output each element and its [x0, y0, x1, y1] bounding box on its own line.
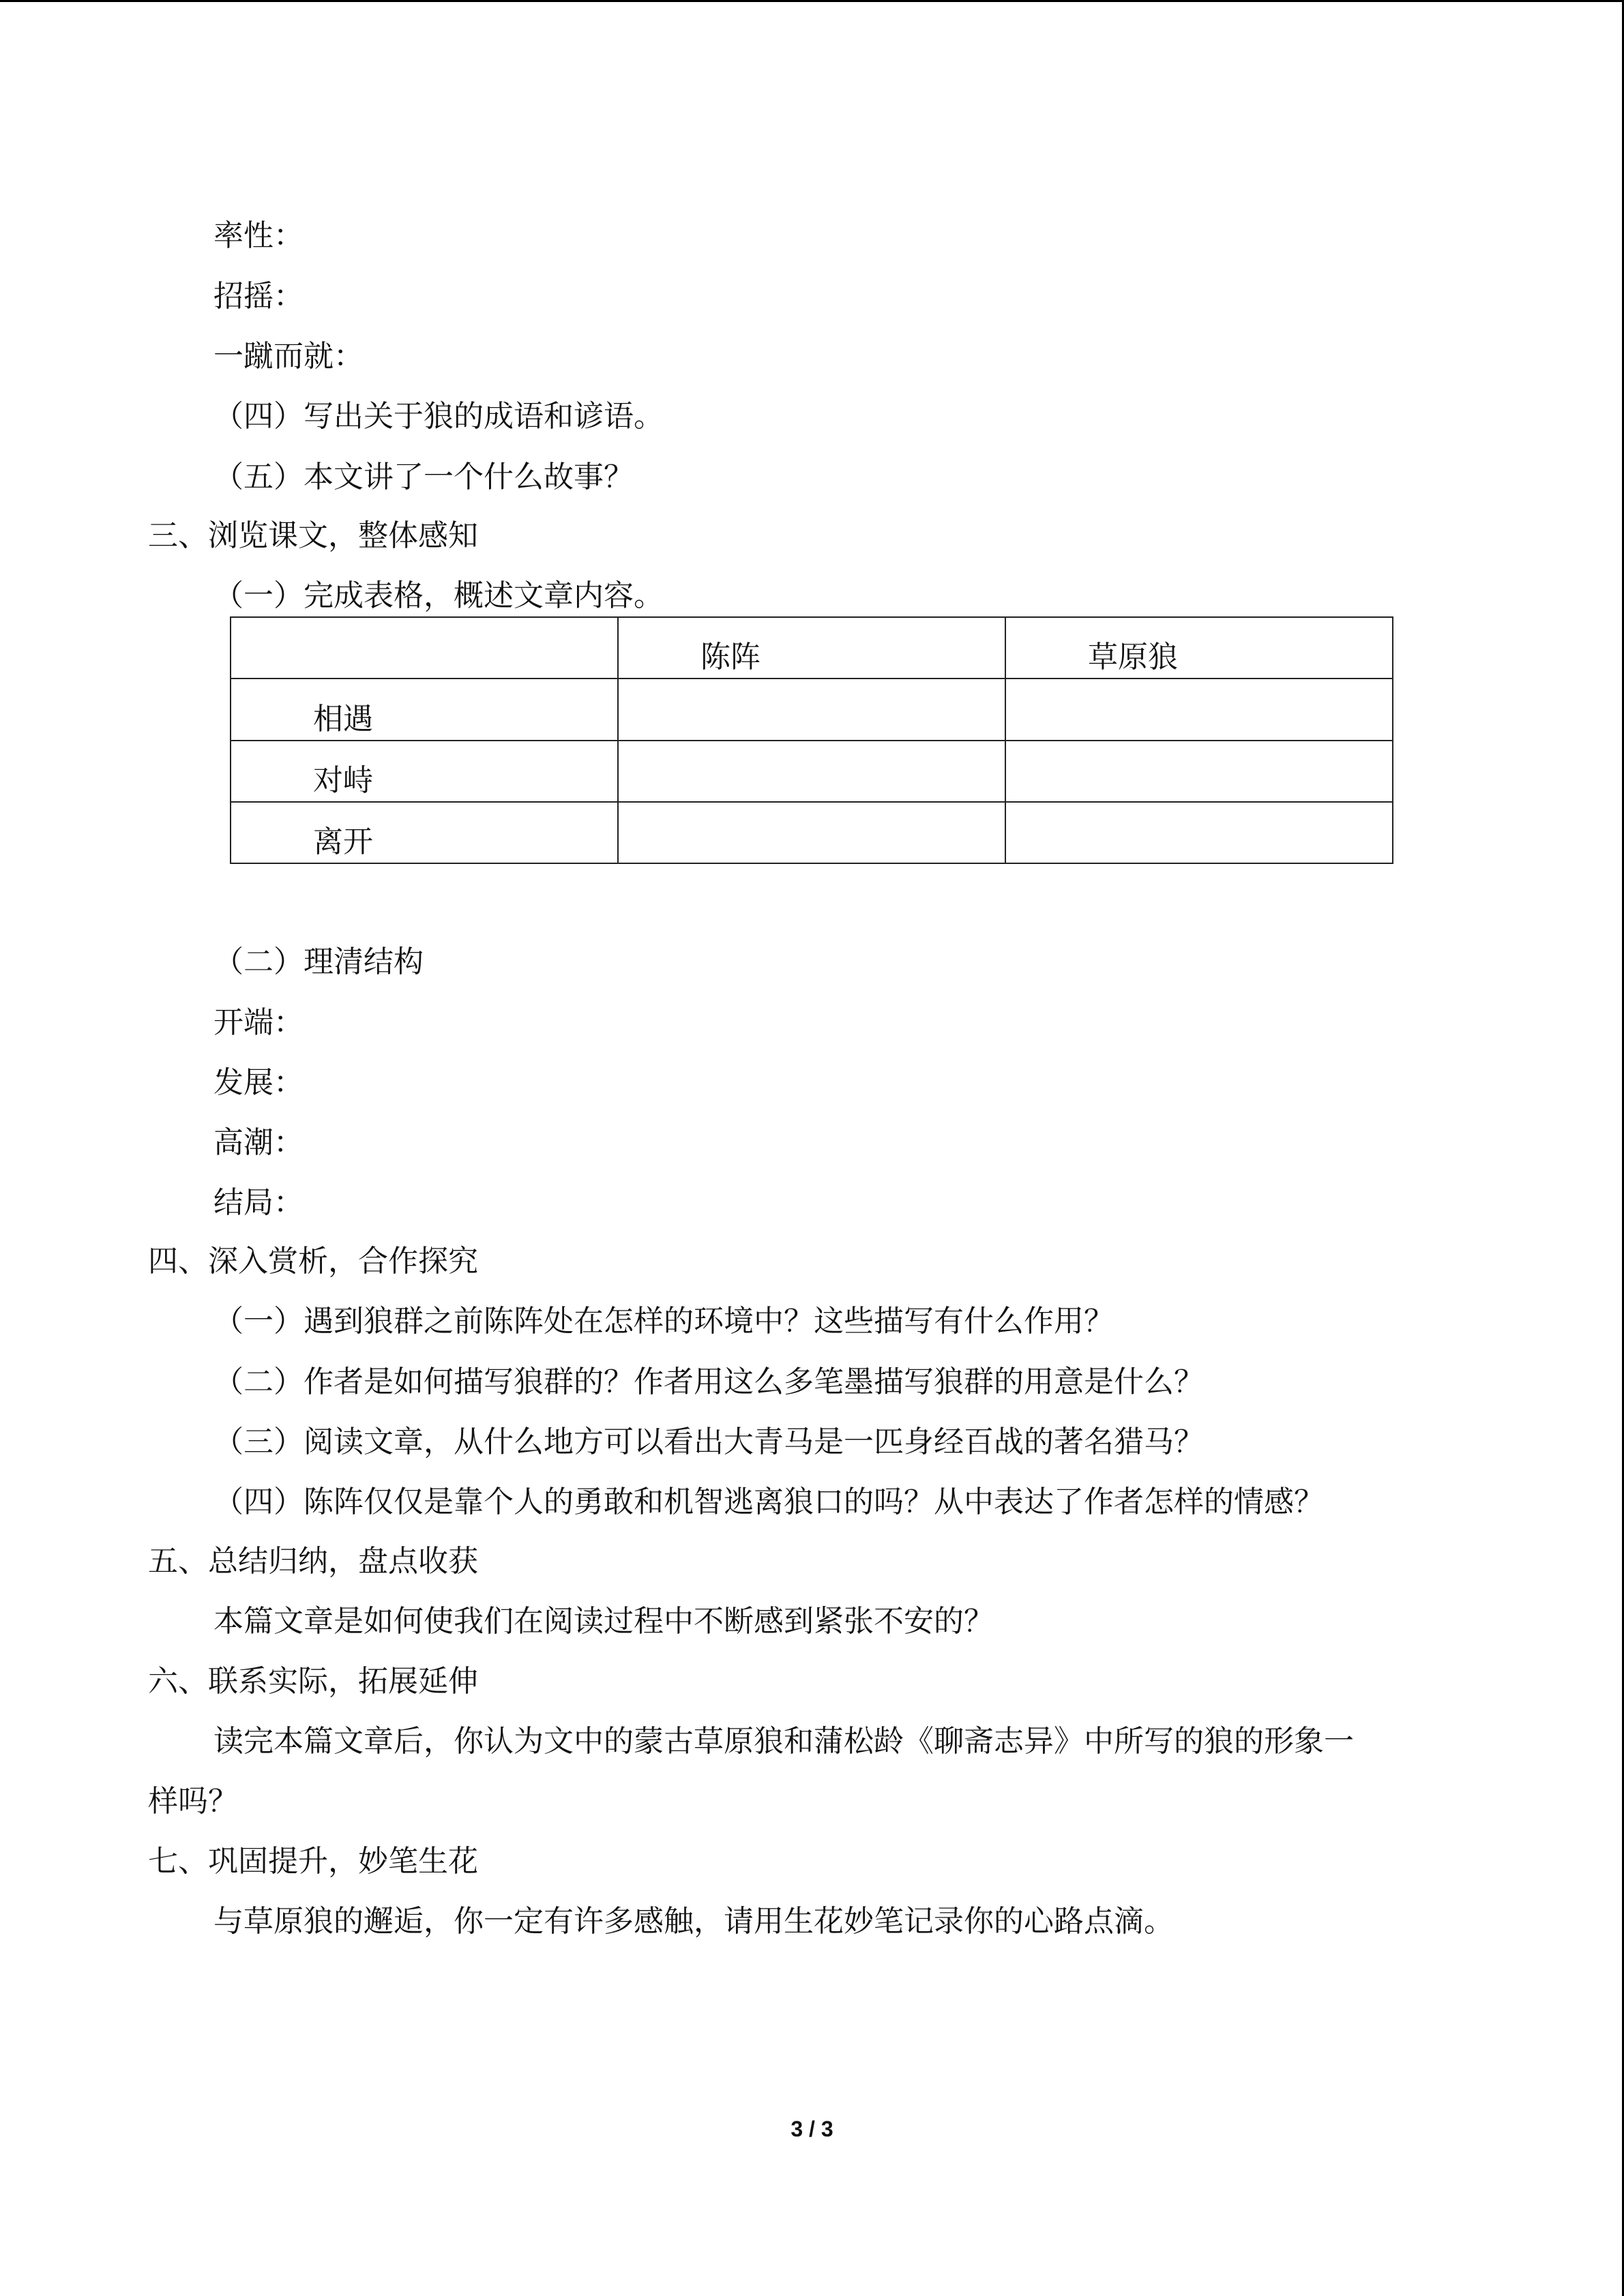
vocab-item-yicuerjiu: 一蹴而就： — [213, 339, 364, 374]
structure-ending: 结局： — [213, 1185, 304, 1220]
vocab-item-shuaixing: 率性： — [213, 218, 304, 253]
table-header-cell: 草原狼 — [1005, 617, 1393, 679]
section-6-text-line1: 读完本篇文章后，你认为文中的蒙古草原狼和蒲松龄《聊斋志异》中所写的狼的形象一 — [213, 1724, 1354, 1759]
question-story: （五）本文讲了一个什么故事？ — [213, 460, 634, 494]
table-header-row — [231, 617, 1393, 679]
section-6-heading: 六、联系实际，拓展延伸 — [148, 1664, 478, 1699]
section-5-text: 本篇文章是如何使我们在阅读过程中不断感到紧张不安的？ — [213, 1604, 994, 1639]
table-row — [231, 741, 1393, 802]
section-6-text-line2: 样吗？ — [148, 1784, 238, 1819]
page-number: 3 / 3 — [791, 2117, 833, 2141]
section-4-q2: （二）作者是如何描写狼群的？作者用这么多笔墨描写狼群的用意是什么？ — [213, 1365, 1204, 1399]
table-row-label: 对峙 — [231, 741, 618, 802]
vocab-item-zhaoyao: 招摇： — [213, 279, 304, 314]
section-4-q1: （一）遇到狼群之前陈阵处在怎样的环境中？这些描写有什么作用？ — [213, 1304, 1114, 1339]
section-5-heading: 五、总结归纳，盘点收获 — [148, 1544, 478, 1579]
table-header-cell — [231, 617, 618, 679]
table-row-label: 相遇 — [231, 679, 618, 740]
summary-table — [230, 616, 1393, 864]
section-4-q3: （三）阅读文章，从什么地方可以看出大青马是一匹身经百战的著名猎马？ — [213, 1425, 1204, 1459]
structure-opening: 开端： — [213, 1005, 304, 1040]
table-cell — [1005, 802, 1393, 863]
section-4-heading: 四、深入赏析，合作探究 — [148, 1244, 478, 1279]
table-header-cell: 陈阵 — [618, 617, 1005, 679]
section-3-q1: （一）完成表格，概述文章内容。 — [213, 578, 664, 613]
section-7-heading: 七、巩固提升，妙笔生花 — [148, 1844, 478, 1879]
table-row — [231, 679, 1393, 740]
table-cell — [618, 741, 1005, 802]
table-cell — [1005, 679, 1393, 740]
section-4-q4: （四）陈阵仅仅是靠个人的勇敢和机智逃离狼口的吗？从中表达了作者怎样的情感？ — [213, 1485, 1324, 1519]
section-7-text: 与草原狼的邂逅，你一定有许多感触，请用生花妙笔记录你的心路点滴。 — [213, 1904, 1174, 1939]
table-row — [231, 802, 1393, 863]
structure-development: 发展： — [213, 1065, 304, 1100]
question-idioms: （四）写出关于狼的成语和谚语。 — [213, 399, 664, 434]
page-top-border — [0, 0, 1624, 2]
section-3-q2: （二）理清结构 — [213, 944, 424, 979]
table-cell — [618, 679, 1005, 740]
section-3-heading: 三、浏览课文，整体感知 — [148, 518, 478, 553]
structure-climax: 高潮： — [213, 1125, 304, 1160]
table-cell — [618, 802, 1005, 863]
table-row-label: 离开 — [231, 802, 618, 863]
table-cell — [1005, 741, 1393, 802]
